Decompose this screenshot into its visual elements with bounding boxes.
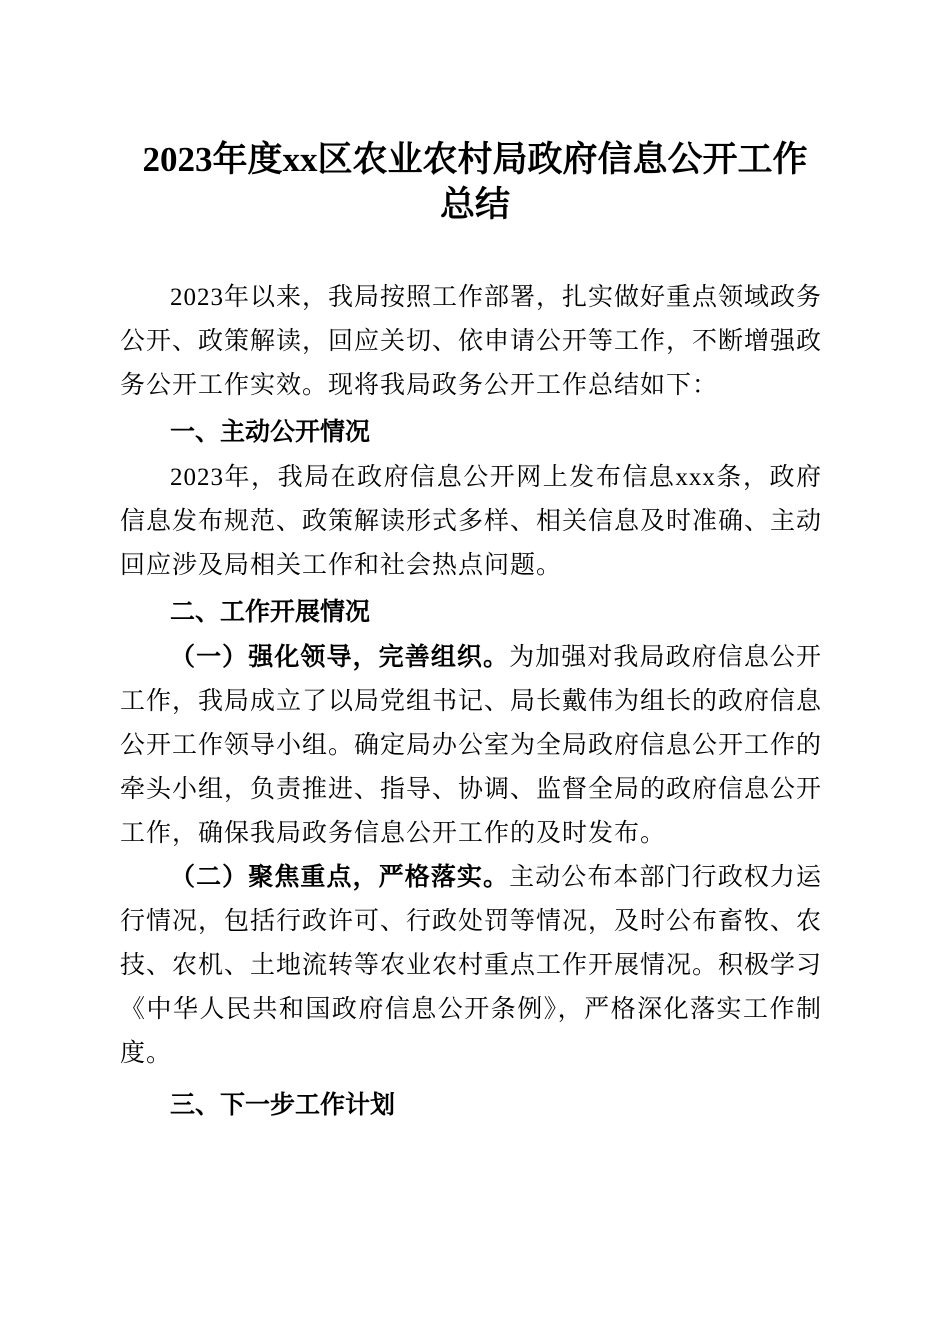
section-heading-1: 一、主动公开情况 [170, 419, 371, 446]
section-heading-2: 二、工作开展情况 [170, 599, 371, 626]
text-line: 务公开工作实效。现将我局政务公开工作总结如下： [120, 372, 719, 399]
text-span: 为加强对我局政府信息公开 [509, 644, 822, 671]
section-heading-3: 三、下一步工作计划 [170, 1092, 396, 1119]
text-line: 技、农机、土地流转等农业农村重点工作开展情况。积极学习 [120, 952, 823, 979]
text-line [120, 636, 822, 680]
text-line: 工作，我局成立了以局党组书记、局长戴伟为组长的政府信息 [120, 688, 823, 715]
text-line: 行情况，包括行政许可、行政处罚等情况，及时公布畜牧、农 [120, 908, 823, 935]
section-1-paragraph [120, 456, 822, 588]
text-line: 2023年，我局在政府信息公开网上发布信息xxx条，政府 [170, 464, 822, 491]
text-line: 公开工作领导小组。确定局办公室为全局政府信息公开工作的 [120, 732, 823, 759]
text-line [120, 856, 822, 900]
text-line: 信息发布规范、政策解读形式多样、相关信息及时准确、主动 [120, 508, 823, 535]
document-body [120, 276, 822, 1129]
text-line: 《中华人民共和国政府信息公开条例》，严格深化落实工作制 [120, 996, 822, 1023]
text-line: 公开、政策解读，回应关切、依申请公开等工作，不断增强政 [120, 328, 823, 355]
text-line: 工作，确保我局政务信息公开工作的及时发布。 [120, 820, 667, 847]
document-title-line-1: 2023年度xx区农业农村局政府信息公开工作 [142, 140, 808, 179]
document-title-line-2: 总结 [439, 185, 510, 224]
subsection-1-paragraph [120, 636, 822, 856]
intro-paragraph [120, 276, 822, 408]
subsection-lead: （一）强化领导，完善组织。 [170, 644, 510, 671]
text-line: 度。 [120, 1040, 173, 1067]
text-line: 牵头小组，负责推进、指导、协调、监督全局的政府信息公开 [120, 776, 823, 803]
text-line: 回应涉及局相关工作和社会热点问题。 [120, 552, 563, 579]
text-line: 2023年以来，我局按照工作部署，扎实做好重点领域政务 [170, 284, 823, 311]
subsection-lead: （二）聚焦重点，严格落实。 [170, 864, 510, 891]
subsection-2-paragraph [120, 856, 822, 1076]
text-span: 主动公布本部门行政权力运 [509, 864, 822, 891]
